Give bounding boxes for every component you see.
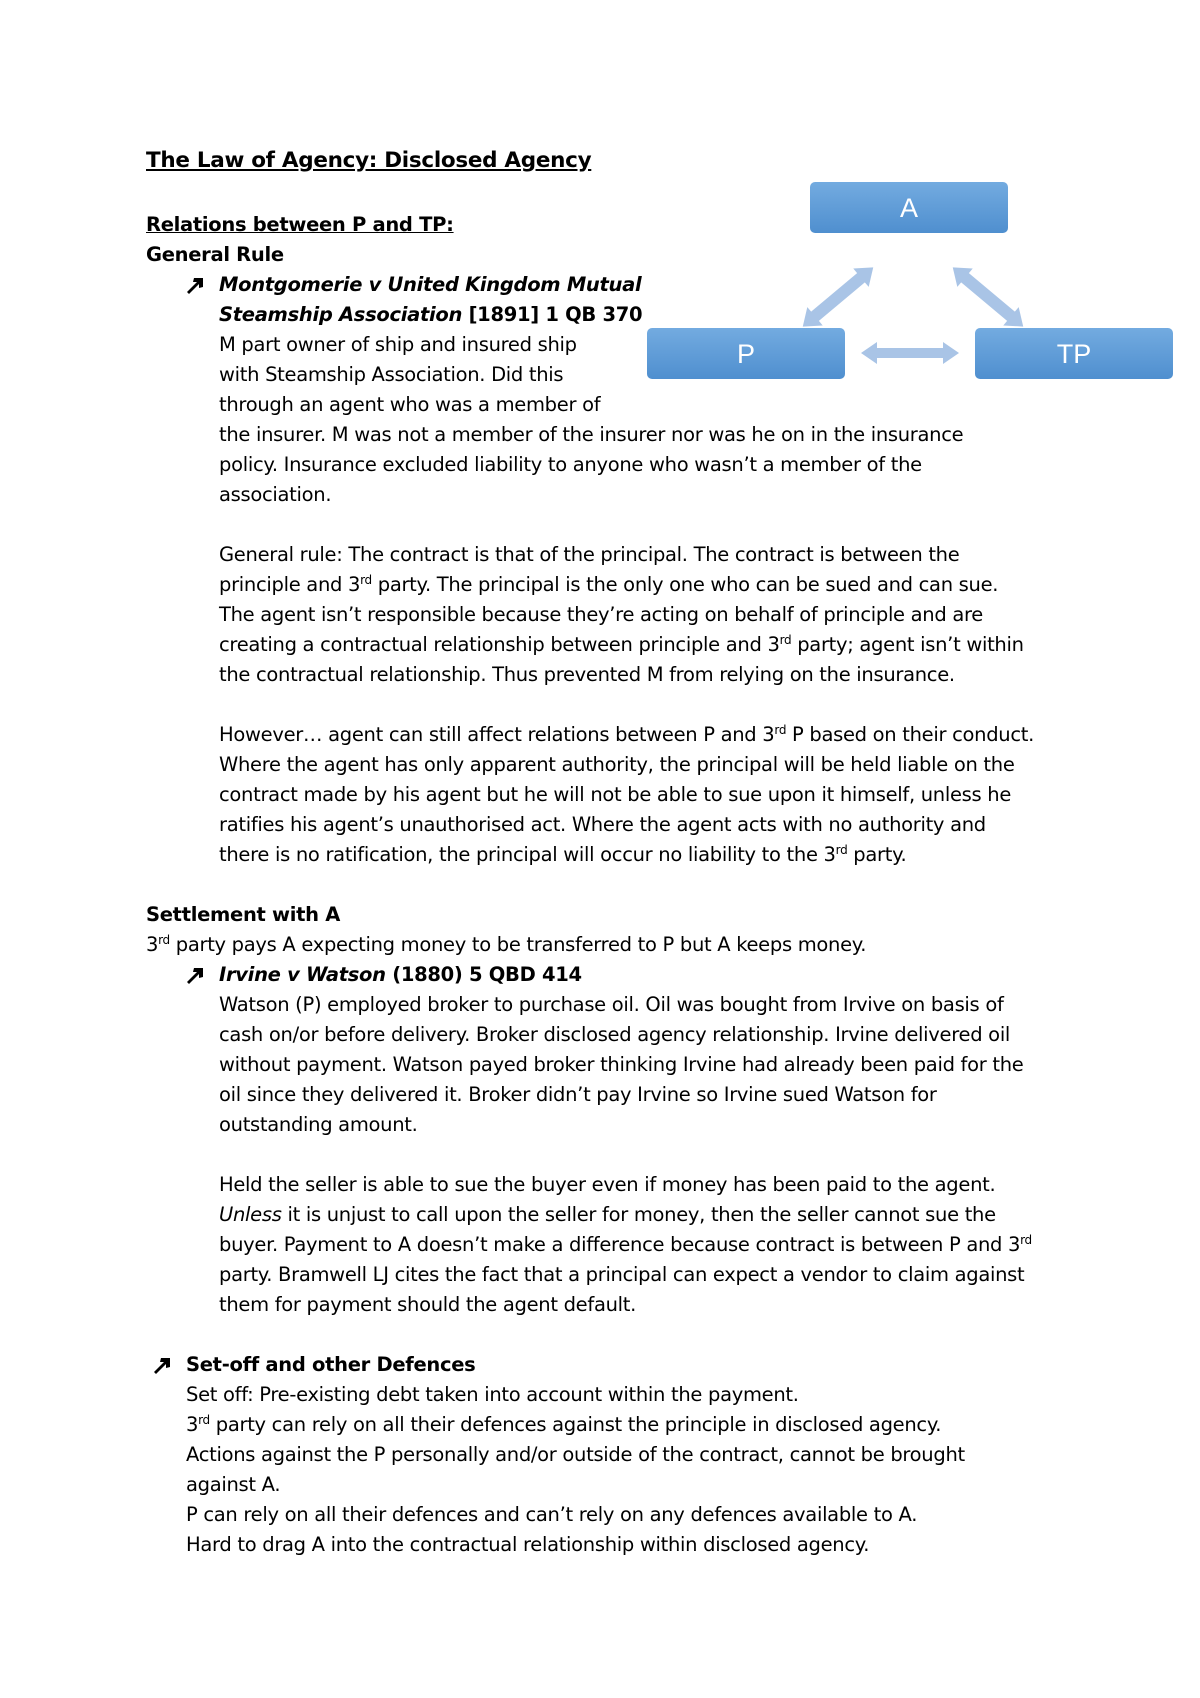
rule-line: the contractual relationship. Thus prevented M from relying on the insurance. <box>219 663 955 686</box>
section-heading-setoff: Set-off and other Defences <box>146 1350 1106 1380</box>
node-p-label: P <box>736 339 756 369</box>
case-montgomerie <box>146 270 1106 300</box>
however-line: However… agent can still affect relations between P and 3rd P based on their conduct. <box>219 723 1034 746</box>
bullet-arrow-icon <box>185 276 205 296</box>
node-a-label: A <box>899 193 919 223</box>
setoff-line: Set off: Pre-existing debt taken into account within the payment. <box>186 1383 799 1406</box>
subheading-general-rule: General Rule <box>146 243 284 266</box>
facts-line: with Steamship Association. Did this <box>219 363 564 386</box>
held-line: them for payment should the agent default. <box>219 1293 637 1316</box>
case-name-montgomerie-cont: Steamship Association <box>219 303 463 326</box>
case-irvine <box>146 960 1106 990</box>
facts-line: M part owner of ship and insured ship <box>219 333 577 356</box>
case-citation-irvine: (1880) 5 QBD 414 <box>385 963 582 986</box>
node-tp-label: TP <box>1056 339 1092 369</box>
facts-line: without payment. Watson payed broker thinking Irvine had already been paid for the <box>219 1053 1024 1076</box>
held-line: Held the seller is able to sue the buyer even if money has been paid to the agent. <box>219 1173 996 1196</box>
rule-line: The agent isn’t responsible because they’re acting on behalf of principle and are <box>219 603 983 626</box>
case-citation-montgomerie: [1891] 1 QB 370 <box>462 303 643 326</box>
facts-line: Watson (P) employed broker to purchase oil. Oil was bought from Irvive on basis of <box>219 993 1004 1016</box>
facts-line: oil since they delivered it. Broker didn’t pay Irvine so Irvine sued Watson for <box>219 1083 937 1106</box>
facts-line: cash on/or before delivery. Broker disclosed agency relationship. Irvine delivered oil <box>219 1023 1011 1046</box>
document-body <box>146 146 1106 1560</box>
section-heading-settlement: Settlement with A <box>146 903 341 926</box>
rule-line: General rule: The contract is that of the principal. The contract is between the <box>219 543 960 566</box>
facts-line: association. <box>219 483 332 506</box>
settlement-intro: 3rd party pays A expecting money to be transferred to P but A keeps money. <box>146 933 867 956</box>
held-line: party. Bramwell LJ cites the fact that a principal can expect a vendor to claim against <box>219 1263 1025 1286</box>
bullet-arrow-icon <box>152 1356 172 1376</box>
setoff-line: against A. <box>186 1473 281 1496</box>
setoff-line: Hard to drag A into the contractual relationship within disclosed agency. <box>186 1533 870 1556</box>
however-line: ratifies his agent’s unauthorised act. Where the agent acts with no authority and <box>219 813 986 836</box>
setoff-line: Actions against the P personally and/or outside of the contract, cannot be brought <box>186 1443 965 1466</box>
page-title: The Law of Agency: Disclosed Agency <box>146 148 592 173</box>
rule-line: principle and 3rd party. The principal is the only one who can be sued and can sue. <box>219 573 999 596</box>
facts-line: policy. Insurance excluded liability to anyone who wasn’t a member of the <box>219 453 922 476</box>
section-heading-relations: Relations between P and TP: <box>146 213 454 236</box>
facts-line: the insurer. M was not a member of the insurer nor was he on in the insurance <box>219 423 964 446</box>
held-line: buyer. Payment to A doesn’t make a difference because contract is between P and 3rd <box>219 1233 1032 1256</box>
case-montgomerie-line2 <box>146 300 1106 330</box>
rule-line: creating a contractual relationship between principle and 3rd party; agent isn’t within <box>219 633 1024 656</box>
bullet-arrow-icon <box>185 966 205 986</box>
however-line: contract made by his agent but he will not be able to sue upon it himself, unless he <box>219 783 1012 806</box>
facts-line: through an agent who was a member of <box>219 393 601 416</box>
held-line: Unless it is unjust to call upon the seller for money, then the seller cannot sue the <box>219 1203 996 1226</box>
setoff-line: 3rd party can rely on all their defences against the principle in disclosed agency. <box>186 1413 942 1436</box>
however-line: Where the agent has only apparent authority, the principal will be held liable on the <box>219 753 1015 776</box>
setoff-line: P can rely on all their defences and can’t rely on any defences available to A. <box>186 1503 918 1526</box>
however-line: there is no ratification, the principal will occur no liability to the 3rd party. <box>219 843 907 866</box>
facts-line: outstanding amount. <box>219 1113 418 1136</box>
case-name-irvine: Irvine v Watson <box>219 963 386 986</box>
case-name-montgomerie: Montgomerie v United Kingdom Mutual <box>219 273 642 296</box>
